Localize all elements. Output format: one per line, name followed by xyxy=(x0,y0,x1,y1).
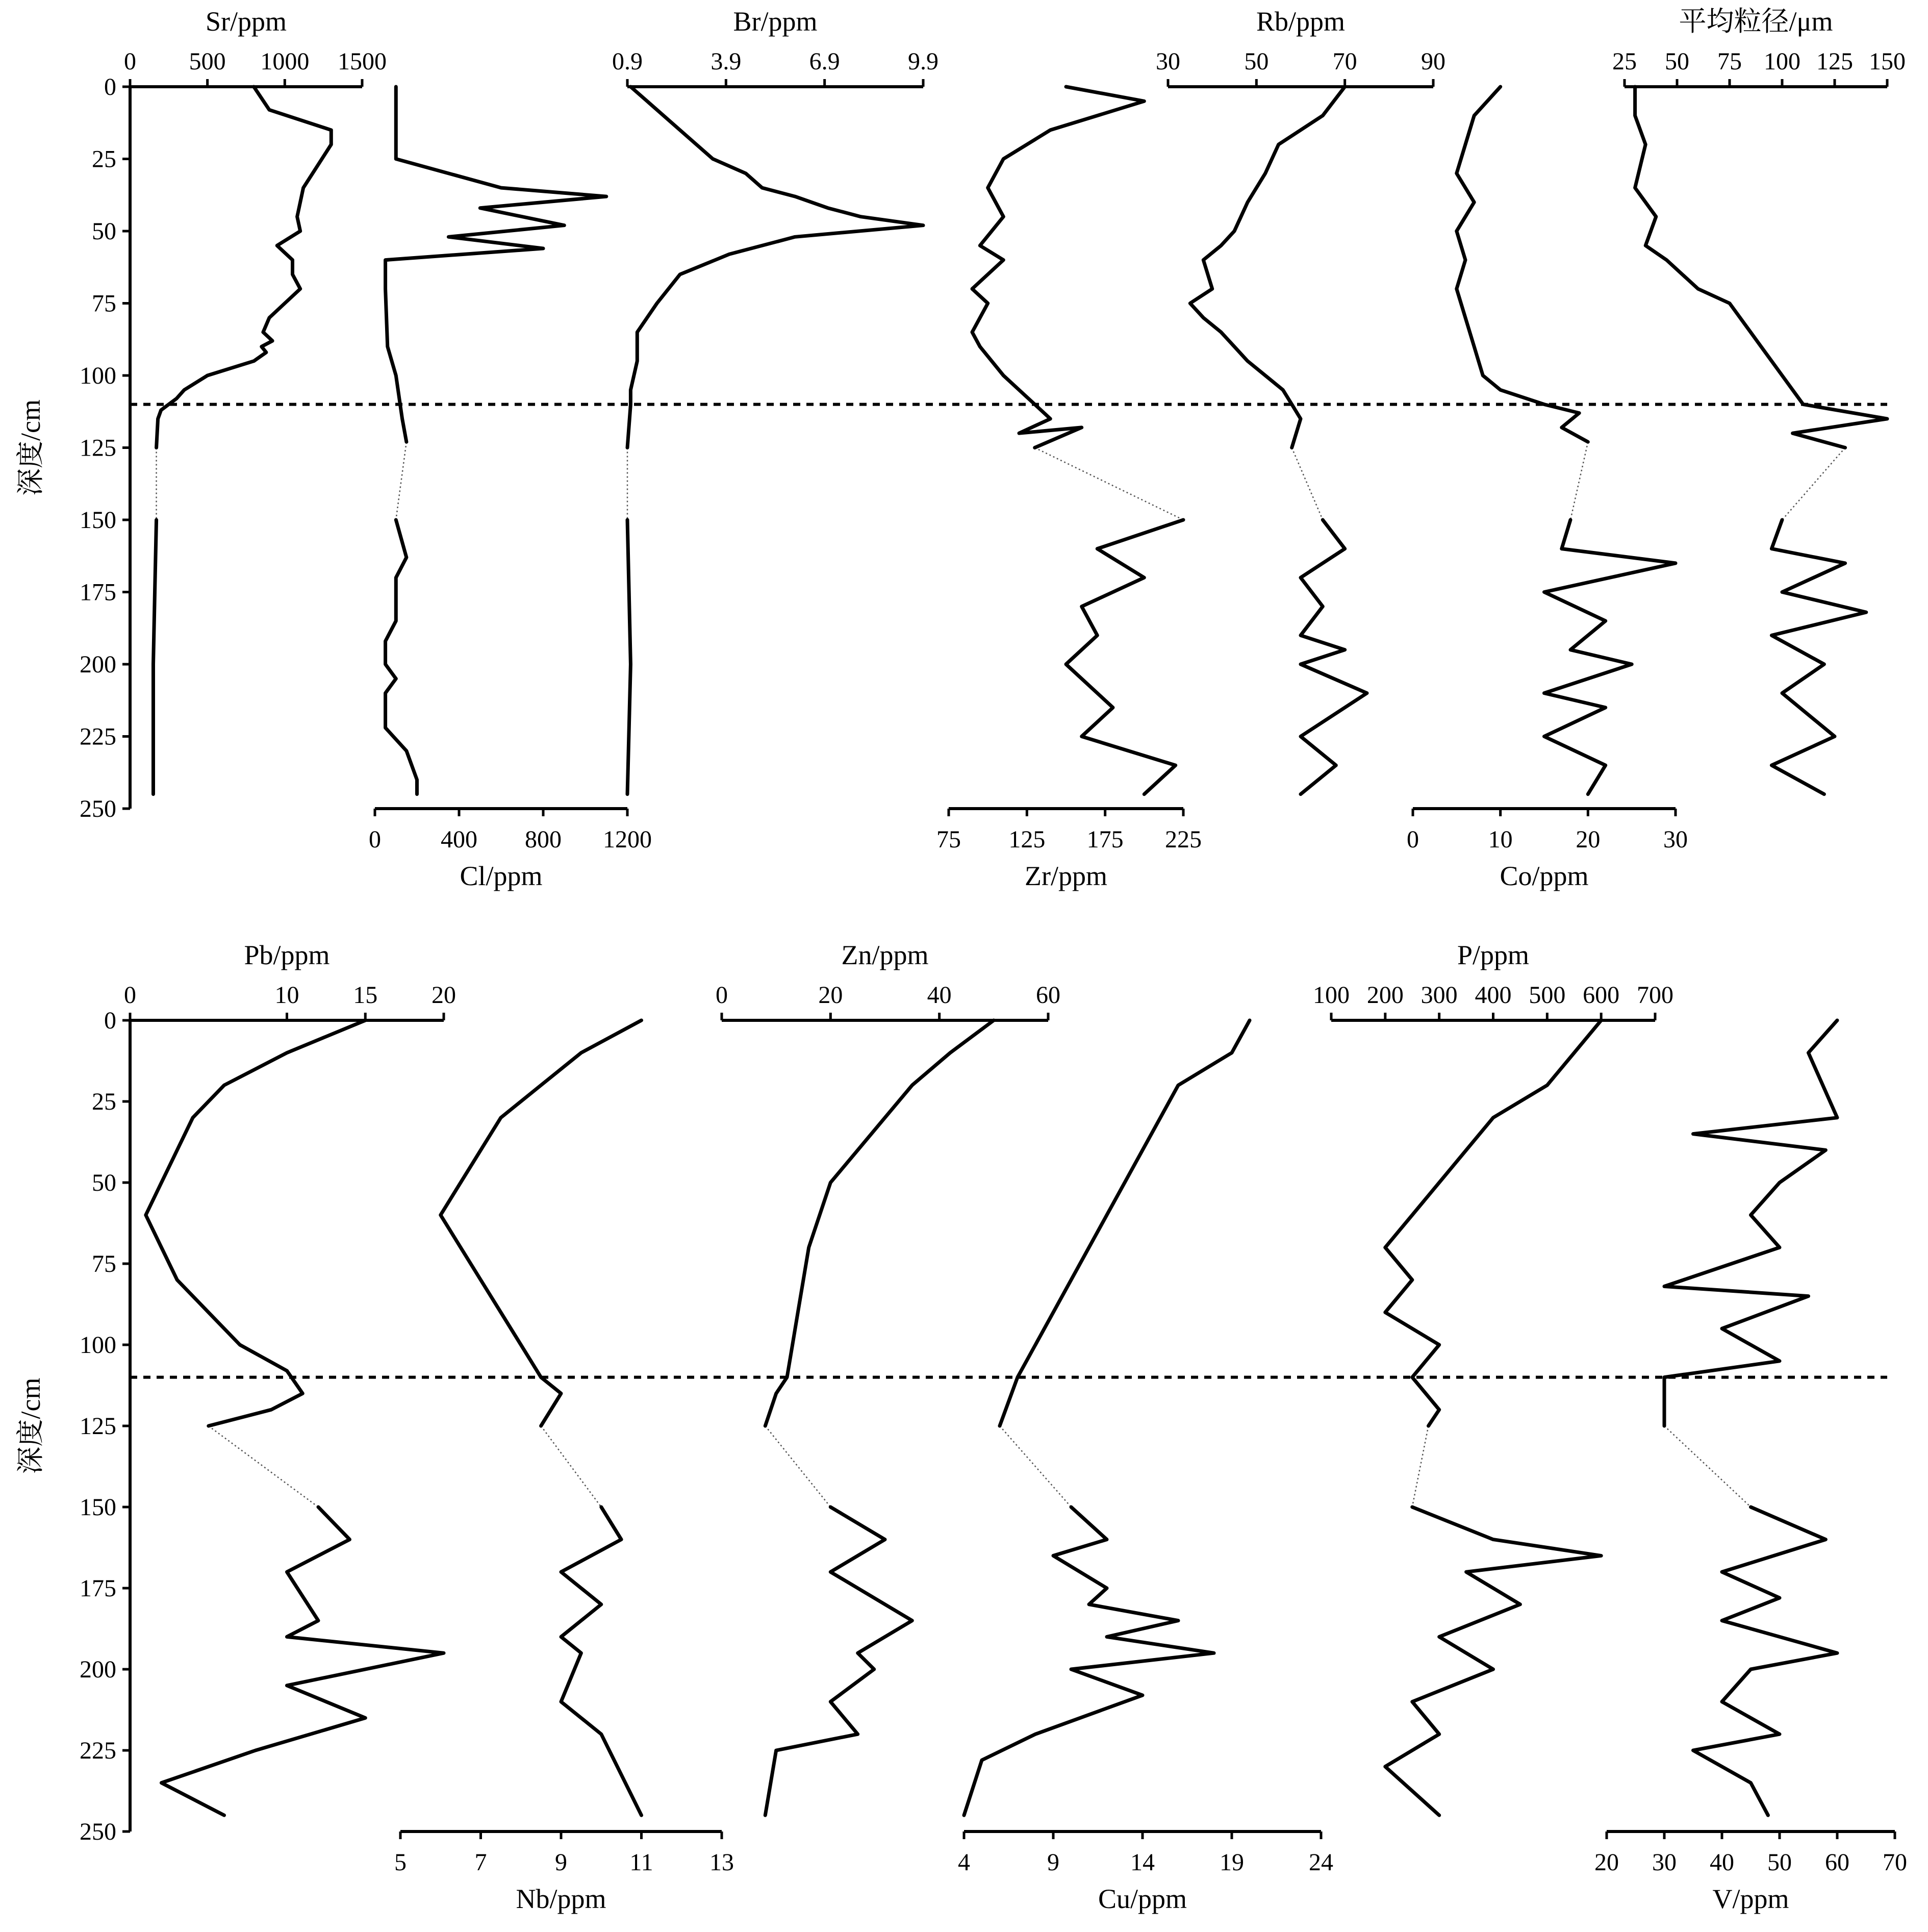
zn-axis-label: Zn/ppm xyxy=(841,940,929,970)
sr-tick-label: 1500 xyxy=(338,48,387,75)
zr-axis xyxy=(936,809,1202,891)
pb-tick-label: 10 xyxy=(274,982,299,1009)
mean-grain-size-tick-label: 100 xyxy=(1764,48,1800,75)
pb-axis xyxy=(124,940,456,1020)
rb-line-lower xyxy=(1301,520,1367,794)
co-line-lower xyxy=(1544,520,1676,794)
depth-tick-label: 250 xyxy=(80,795,116,822)
depth-tick-label: 25 xyxy=(92,1088,116,1115)
sr-tick-label: 0 xyxy=(124,48,136,75)
zn-axis xyxy=(716,940,1060,1020)
rb-tick-label: 30 xyxy=(1156,48,1180,75)
depth-tick-label: 100 xyxy=(80,362,116,389)
zr-tick-label: 125 xyxy=(1008,826,1046,853)
nb-tick-label: 9 xyxy=(555,1849,567,1876)
v-tick-label: 20 xyxy=(1594,1849,1619,1876)
nb-tick-label: 11 xyxy=(629,1849,653,1876)
br-tick-label: 3.9 xyxy=(711,48,742,75)
gap-connectors xyxy=(157,442,1845,1507)
rb-tick-label: 70 xyxy=(1332,48,1357,75)
co-tick-label: 30 xyxy=(1663,826,1688,853)
cu-tick-label: 4 xyxy=(958,1849,970,1876)
sr-axis xyxy=(124,6,387,87)
cu-tick-label: 19 xyxy=(1220,1849,1244,1876)
nb-tick-label: 7 xyxy=(474,1849,487,1876)
pb-line-lower xyxy=(162,1507,444,1815)
zr-line-upper xyxy=(972,87,1144,448)
cl-line-upper xyxy=(386,87,606,442)
depth-tick-label: 150 xyxy=(80,1494,116,1521)
sr-tick-label: 500 xyxy=(189,48,226,75)
v-axis xyxy=(1594,1831,1907,1914)
mean-grain-size-gap-connector xyxy=(1782,448,1845,520)
mean-grain-size-tick-label: 125 xyxy=(1816,48,1853,75)
depth-tick-label: 150 xyxy=(80,507,116,534)
cl-axis-label: Cl/ppm xyxy=(460,861,543,891)
depth-tick-label: 50 xyxy=(92,218,116,245)
p-tick-label: 600 xyxy=(1583,982,1620,1009)
co-axis-label: Co/ppm xyxy=(1500,861,1589,891)
depth-tick-label: 50 xyxy=(92,1169,116,1196)
depth-tick-label: 175 xyxy=(80,579,116,606)
p-tick-label: 400 xyxy=(1475,982,1512,1009)
nb-gap-connector xyxy=(541,1426,601,1507)
co-tick-label: 10 xyxy=(1488,826,1513,853)
zr-tick-label: 225 xyxy=(1165,826,1202,853)
depth-tick-label: 25 xyxy=(92,145,116,173)
rb-axis xyxy=(1156,6,1445,87)
depth-tick-label: 225 xyxy=(80,1737,116,1764)
zr-tick-label: 175 xyxy=(1086,826,1124,853)
zn-tick-label: 40 xyxy=(927,982,952,1009)
br-axis xyxy=(612,6,938,87)
nb-axis xyxy=(394,1831,734,1914)
cu-axis-label: Cu/ppm xyxy=(1098,1884,1187,1914)
mean-grain-size-tick-label: 25 xyxy=(1612,48,1637,75)
mean-grain-size-tick-label: 150 xyxy=(1869,48,1906,75)
cl-line-lower xyxy=(386,520,417,794)
sr-line-upper xyxy=(157,87,332,448)
rb-axis-label: Rb/ppm xyxy=(1256,6,1346,37)
co-tick-label: 20 xyxy=(1576,826,1601,853)
p-tick-label: 200 xyxy=(1366,982,1404,1009)
cu-axis xyxy=(958,1831,1333,1914)
mean-grain-size-tick-label: 50 xyxy=(1665,48,1689,75)
v-tick-label: 60 xyxy=(1825,1849,1849,1876)
p-tick-label: 300 xyxy=(1420,982,1458,1009)
mean-grain-size-tick-label: 75 xyxy=(1717,48,1742,75)
br-axis-label: Br/ppm xyxy=(733,6,818,37)
sr-axis-label: Sr/ppm xyxy=(205,6,287,37)
v-axis-label: V/ppm xyxy=(1712,1884,1789,1914)
v-line-lower xyxy=(1693,1507,1838,1815)
depth-tick-label: 75 xyxy=(92,290,116,317)
zn-line-lower xyxy=(765,1507,912,1815)
depth-tick-label: 250 xyxy=(80,1818,116,1845)
co-gap-connector xyxy=(1570,442,1588,520)
nb-tick-label: 13 xyxy=(709,1849,734,1876)
sr-line-lower xyxy=(154,520,157,794)
v-tick-label: 50 xyxy=(1767,1849,1792,1876)
depth-tick-label: 125 xyxy=(80,434,116,462)
depth-tick-label: 0 xyxy=(104,73,116,101)
series-lines xyxy=(146,87,1887,1815)
v-line-upper xyxy=(1664,1020,1837,1426)
mean-grain-size-axis xyxy=(1612,6,1906,87)
br-tick-label: 9.9 xyxy=(908,48,938,75)
depth-axis-panel-2 xyxy=(15,1007,130,1845)
pb-tick-label: 20 xyxy=(432,982,456,1009)
zr-gap-connector xyxy=(1035,448,1183,520)
rb-tick-label: 50 xyxy=(1244,48,1269,75)
pb-line-upper xyxy=(146,1020,366,1426)
cl-axis xyxy=(369,809,652,891)
v-gap-connector xyxy=(1664,1426,1751,1507)
br-line-upper xyxy=(627,87,923,448)
p-tick-label: 500 xyxy=(1529,982,1566,1009)
nb-line-upper xyxy=(441,1020,642,1426)
cu-line-upper xyxy=(1000,1020,1250,1426)
cl-tick-label: 400 xyxy=(441,826,477,853)
p-axis-label: P/ppm xyxy=(1457,940,1530,970)
pb-gap-connector xyxy=(209,1426,318,1507)
zn-gap-connector xyxy=(765,1426,830,1507)
v-tick-label: 40 xyxy=(1710,1849,1734,1876)
cu-tick-label: 9 xyxy=(1047,1849,1059,1876)
cu-gap-connector xyxy=(1000,1426,1071,1507)
rb-tick-label: 90 xyxy=(1421,48,1445,75)
v-tick-label: 70 xyxy=(1883,1849,1907,1876)
p-axis xyxy=(1313,940,1673,1020)
p-tick-label: 100 xyxy=(1313,982,1350,1009)
br-tick-label: 6.9 xyxy=(809,48,840,75)
cl-tick-label: 800 xyxy=(525,826,562,853)
depth-axis-label: 深度/cm xyxy=(15,399,46,496)
zn-tick-label: 0 xyxy=(716,982,728,1009)
nb-axis-label: Nb/ppm xyxy=(516,1884,606,1914)
cl-gap-connector xyxy=(396,442,407,520)
p-line-upper xyxy=(1385,1020,1601,1426)
depth-tick-label: 0 xyxy=(104,1007,116,1034)
boundary-lines xyxy=(130,405,1887,1377)
p-line-lower xyxy=(1385,1507,1601,1815)
p-gap-connector xyxy=(1412,1426,1429,1507)
depth-axis-label: 深度/cm xyxy=(15,1377,46,1474)
zr-tick-label: 75 xyxy=(936,826,961,853)
mean-grain-size-axis-label: 平均粒径/μm xyxy=(1679,6,1833,37)
depth-tick-label: 200 xyxy=(80,651,116,678)
cu-tick-label: 14 xyxy=(1130,1849,1155,1876)
zn-tick-label: 20 xyxy=(818,982,843,1009)
depth-tick-label: 175 xyxy=(80,1575,116,1602)
br-tick-label: 0.9 xyxy=(612,48,643,75)
nb-line-lower xyxy=(561,1507,642,1815)
nb-tick-label: 5 xyxy=(394,1849,407,1876)
depth-tick-label: 200 xyxy=(80,1656,116,1683)
depth-tick-label: 225 xyxy=(80,723,116,750)
zn-line-upper xyxy=(765,1020,994,1426)
pb-axis-label: Pb/ppm xyxy=(244,940,330,970)
depth-tick-label: 75 xyxy=(92,1250,116,1277)
br-line-lower xyxy=(627,520,630,794)
cl-tick-label: 0 xyxy=(369,826,381,853)
pb-tick-label: 15 xyxy=(353,982,378,1009)
rb-gap-connector xyxy=(1292,448,1323,520)
mean-grain-size-line-lower xyxy=(1771,520,1866,794)
cl-tick-label: 1200 xyxy=(603,826,652,853)
zr-line-lower xyxy=(1066,520,1183,794)
depth-tick-label: 125 xyxy=(80,1413,116,1440)
zn-tick-label: 60 xyxy=(1036,982,1060,1009)
sr-tick-label: 1000 xyxy=(260,48,310,75)
co-line-upper xyxy=(1457,87,1588,442)
depth-axis-panel-1 xyxy=(15,73,130,822)
co-axis xyxy=(1407,809,1688,891)
rb-line-upper xyxy=(1190,87,1344,448)
depth-tick-label: 100 xyxy=(80,1332,116,1359)
cu-line-lower xyxy=(964,1507,1214,1815)
v-tick-label: 30 xyxy=(1652,1849,1677,1876)
co-tick-label: 0 xyxy=(1407,826,1419,853)
p-tick-label: 700 xyxy=(1637,982,1673,1009)
pb-tick-label: 0 xyxy=(124,982,136,1009)
cu-tick-label: 24 xyxy=(1309,1849,1333,1876)
mean-grain-size-line-upper xyxy=(1635,87,1887,448)
zr-axis-label: Zr/ppm xyxy=(1025,861,1107,891)
